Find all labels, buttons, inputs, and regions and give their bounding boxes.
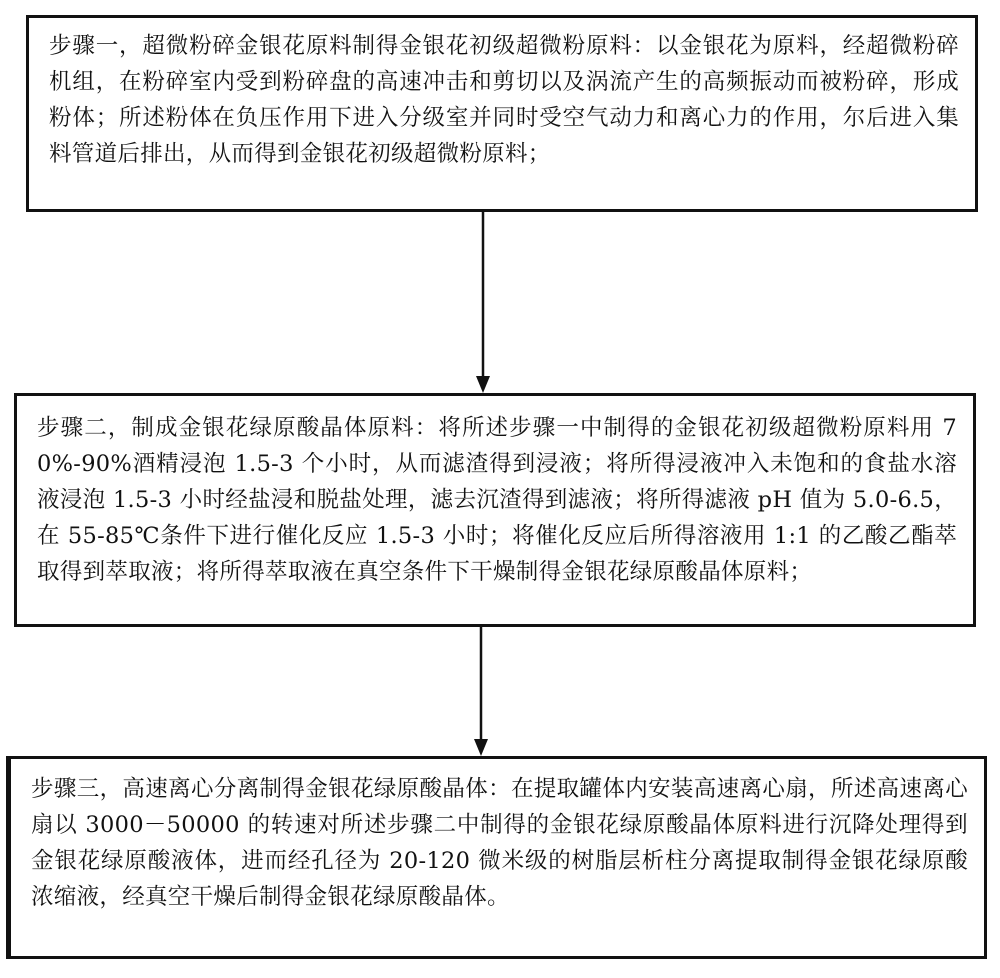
step-two-box (14, 393, 976, 627)
arrow-step1-to-step2 (470, 212, 496, 394)
step-one-box (26, 15, 978, 212)
arrow-step2-to-step3 (468, 627, 494, 757)
step-two-text: 步骤二，制成金银花绿原酸晶体原料：将所述步骤一中制得的金银花初级超微粉原料用 70%-90%酒精浸泡 1.5-3 个小时，从而滤渣得到浸液；将所得浸液冲入未饱和的食盐水溶液浸泡 1.5-3 小时经盐浸和脱盐处理，滤去沉渣得到滤液；将所得滤液 pH 值为 5.0-6.5，在 55-85℃条件下进行催化反应 1.5-3 小时；将催化反应后所得溶液用 1:1 的乙酸乙酯萃取得到萃取液；将所得萃取液在真空条件下干燥制得金银花绿原酸晶体原料； (37, 415, 957, 585)
step-three-box (6, 756, 987, 959)
step-three-text: 步骤三，高速离心分离制得金银花绿原酸晶体：在提取罐体内安装高速离心扇，所述高速离心扇以 3000－50000 的转速对所述步骤二中制得的金银花绿原酸晶体原料进行沉降处理得到金银花绿原酸液体，进而经孔径为 20-120 微米级的树脂层析柱分离提取制得金银花绿原酸浓缩液，经真空干燥后制得金银花绿原酸晶体。 (31, 776, 968, 910)
step-one-text: 步骤一，超微粉碎金银花原料制得金银花初级超微粉原料：以金银花为原料，经超微粉碎机组，在粉碎室内受到粉碎盘的高速冲击和剪切以及涡流产生的高频振动而被粉碎，形成粉体；所述粉体在负压作用下进入分级室并同时受空气动力和离心力的作用，尔后进入集料管道后排出，从而得到金银花初级超微粉原料； (49, 33, 959, 167)
